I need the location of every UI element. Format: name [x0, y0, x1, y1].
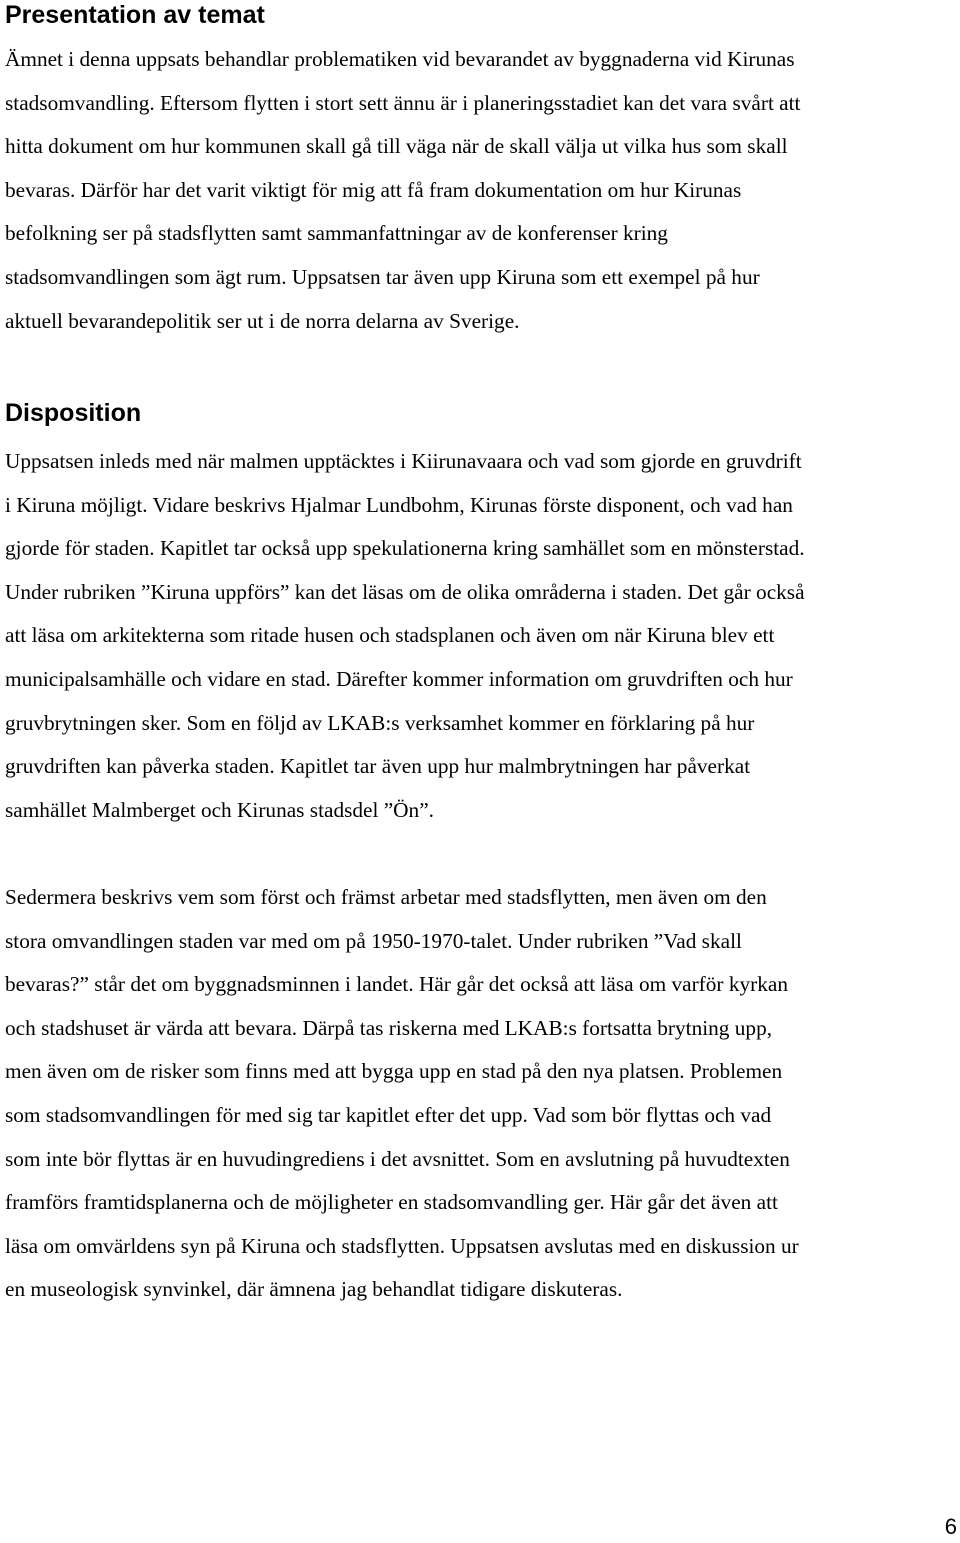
text-line: stora omvandlingen staden var med om på 1950-1970-talet. Under rubriken ”Vad skall — [5, 928, 742, 953]
text-line: läsa om omvärldens syn på Kiruna och stadsflytten. Uppsatsen avslutas med en diskussion ur — [5, 1233, 799, 1258]
text-line: framförs framtidsplanerna och de möjligheter en stadsomvandling ger. Här går det även att — [5, 1190, 778, 1215]
text-line: och stadshuset är värda att bevara. Därpå tas riskerna med LKAB:s fortsatta brytning upp, — [5, 1015, 773, 1040]
text-line: en museologisk synvinkel, där ämnena jag behandlat tidigare diskuteras. — [5, 1277, 623, 1302]
text-line: Under rubriken ”Kiruna uppförs” kan det läsas om de olika områderna i staden. Det går också — [5, 579, 805, 604]
paragraph-disposition-1 — [5, 440, 957, 832]
text-line: men även om de risker som finns med att bygga upp en stad på den nya platsen. Problemen — [5, 1059, 783, 1084]
text-line: bevaras?” står det om byggnadsminnen i landet. Här går det också att läsa om varför kyrkan — [5, 972, 788, 997]
text-line: hitta dokument om hur kommunen skall gå till väga när de skall välja ut vilka hus som skall — [5, 134, 788, 159]
text-line: befolkning ser på stadsflytten samt sammanfattningar av de konferenser kring — [5, 221, 668, 246]
text-line: som inte bör flyttas är en huvudingrediens i det avsnittet. Som en avslutning på huvudtexten — [5, 1146, 790, 1171]
text-line: Sedermera beskrivs vem som först och främst arbetar med stadsflytten, men även om den — [5, 885, 767, 909]
text-line: gruvdriften kan påverka staden. Kapitlet tar även upp hur malmbrytningen har påverkat — [5, 754, 751, 779]
text-line: samhället Malmberget och Kirunas stadsdel ”Ön”. — [5, 797, 434, 822]
text-line: som stadsomvandlingen för med sig tar kapitlet efter det upp. Vad som bör flyttas och vad — [5, 1102, 772, 1127]
text-line: stadsomvandlingen som ägt rum. Uppsatsen tar även upp Kiruna som ett exempel på hur — [5, 264, 760, 289]
section-heading-presentation: Presentation av temat — [5, 1, 265, 29]
text-line: bevaras. Därför har det varit viktigt för mig att få fram dokumentation om hur Kirunas — [5, 177, 742, 202]
text-line: Ämnet i denna uppsats behandlar problematiken vid bevarandet av byggnaderna vid Kirunas — [5, 47, 795, 71]
text-line: gjorde för staden. Kapitlet tar också upp spekulationerna kring samhället som en mönsterstad. — [5, 536, 805, 561]
text-line: aktuell bevarandepolitik ser ut i de norra delarna av Sverige. — [5, 308, 520, 333]
text-line: att läsa om arkitekterna som ritade husen och stadsplanen och även om när Kiruna blev ett — [5, 623, 775, 648]
paragraph-disposition-2 — [5, 876, 957, 1312]
text-line: i Kiruna möjligt. Vidare beskrivs Hjalmar Lundbohm, Kirunas förste disponent, och vad han — [5, 492, 793, 517]
text-line: gruvbrytningen sker. Som en följd av LKAB:s verksamhet kommer en förklaring på hur — [5, 710, 755, 735]
text-line: Uppsatsen inleds med när malmen upptäcktes i Kiirunavaara och vad som gjorde en gruvdrift — [5, 449, 802, 473]
section-heading-disposition: Disposition — [5, 399, 142, 427]
page-number: 6 — [944, 1514, 957, 1539]
text-line: municipalsamhälle och vidare en stad. Därefter kommer information om gruvdriften och hur — [5, 666, 793, 691]
paragraph-presentation — [5, 38, 957, 343]
text-line: stadsomvandling. Eftersom flytten i stort sett ännu är i planeringsstadiet kan det vara svårt att — [5, 90, 801, 115]
